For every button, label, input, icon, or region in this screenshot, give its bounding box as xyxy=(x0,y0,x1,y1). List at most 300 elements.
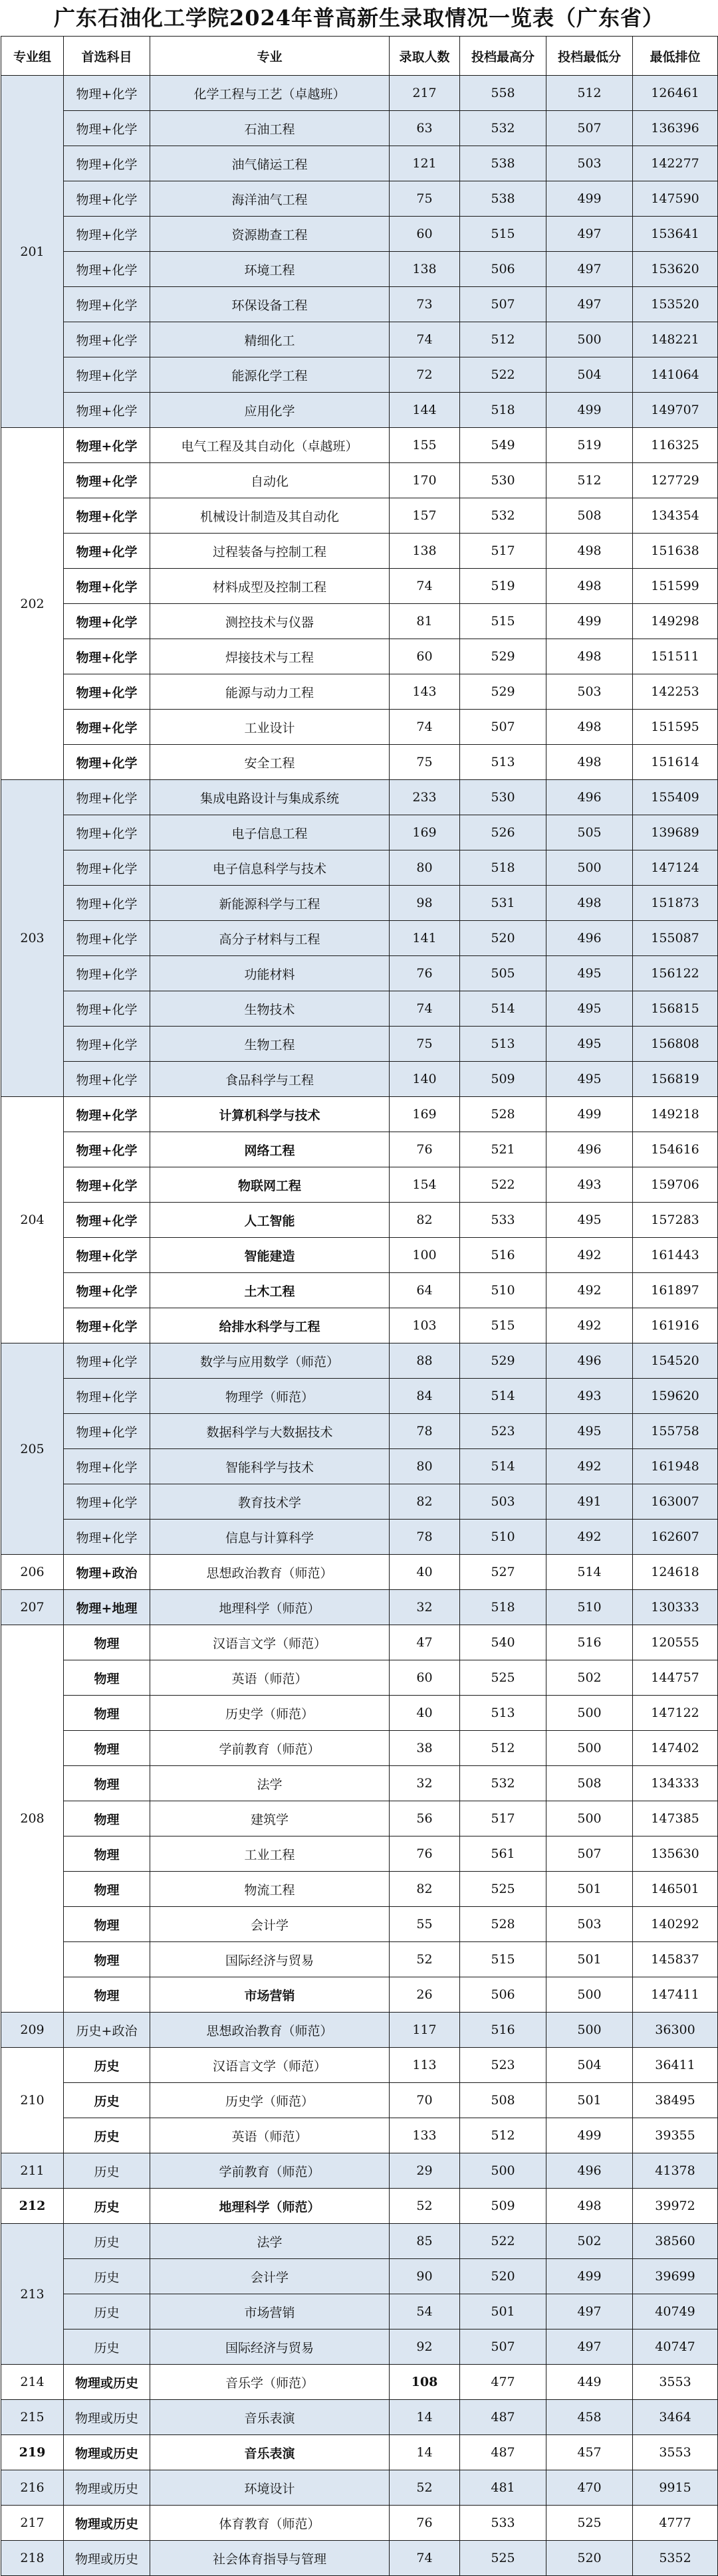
subject-cell: 物理+化学 xyxy=(64,357,150,393)
table-row xyxy=(1,850,718,886)
subject-cell: 物理+化学 xyxy=(64,287,150,322)
major-cell: 工业工程 xyxy=(150,1836,390,1872)
min-rank-cell: 156815 xyxy=(633,991,718,1027)
subject-cell: 历史 xyxy=(64,2294,150,2329)
min-score-cell: 470 xyxy=(546,2470,633,2506)
count-cell: 78 xyxy=(390,1520,460,1555)
count-cell: 80 xyxy=(390,850,460,886)
min-rank-cell: 157283 xyxy=(633,1203,718,1238)
group-code-cell: 202 xyxy=(1,428,64,780)
max-score-cell: 529 xyxy=(460,674,546,710)
min-rank-cell: 36411 xyxy=(633,2048,718,2083)
subject-cell: 历史 xyxy=(64,2118,150,2153)
min-rank-cell: 40747 xyxy=(633,2329,718,2365)
count-cell: 55 xyxy=(390,1907,460,1942)
count-cell: 64 xyxy=(390,1273,460,1308)
max-score-cell: 521 xyxy=(460,1132,546,1167)
min-rank-cell: 142277 xyxy=(633,146,718,181)
major-cell: 学前教育（师范） xyxy=(150,1731,390,1766)
table-row xyxy=(1,1203,718,1238)
min-score-cell: 497 xyxy=(546,217,633,252)
subject-cell: 物理+化学 xyxy=(64,850,150,886)
subject-cell: 物理+化学 xyxy=(64,780,150,815)
subject-cell: 历史 xyxy=(64,2224,150,2259)
subject-cell: 物理+化学 xyxy=(64,1379,150,1414)
major-cell: 化学工程与工艺（卓越班） xyxy=(150,76,390,111)
max-score-cell: 523 xyxy=(460,1414,546,1449)
major-cell: 环境工程 xyxy=(150,252,390,287)
max-score-cell: 515 xyxy=(460,1308,546,1343)
min-rank-cell: 154520 xyxy=(633,1343,718,1379)
min-score-cell: 497 xyxy=(546,287,633,322)
min-rank-cell: 159620 xyxy=(633,1379,718,1414)
max-score-cell: 529 xyxy=(460,1343,546,1379)
max-score-cell: 503 xyxy=(460,1484,546,1520)
count-cell: 80 xyxy=(390,1449,460,1484)
min-rank-cell: 134354 xyxy=(633,498,718,534)
table-row xyxy=(1,1238,718,1273)
max-score-cell: 533 xyxy=(460,1203,546,1238)
major-cell: 智能建造 xyxy=(150,1238,390,1273)
table-row xyxy=(1,181,718,217)
min-score-cell: 496 xyxy=(546,1132,633,1167)
major-cell: 油气储运工程 xyxy=(150,146,390,181)
max-score-cell: 506 xyxy=(460,252,546,287)
subject-cell: 物理+化学 xyxy=(64,991,150,1027)
min-rank-cell: 161916 xyxy=(633,1308,718,1343)
major-cell: 汉语言文学（师范） xyxy=(150,1625,390,1660)
max-score-cell: 516 xyxy=(460,1238,546,1273)
count-cell: 157 xyxy=(390,498,460,534)
group-code-cell: 210 xyxy=(1,2048,64,2153)
subject-cell: 物理或历史 xyxy=(64,2400,150,2435)
min-rank-cell: 3553 xyxy=(633,2365,718,2400)
subject-cell: 物理 xyxy=(64,1660,150,1696)
page-title: 广东石油化工学院2024年普高新生录取情况一览表（广东省） xyxy=(53,5,665,31)
count-cell: 141 xyxy=(390,921,460,956)
max-score-cell: 525 xyxy=(460,1660,546,1696)
table-row xyxy=(1,1836,718,1872)
header-max-score: 投档最高分 xyxy=(460,37,546,76)
subject-cell: 物理+化学 xyxy=(64,498,150,534)
major-cell: 音乐表演 xyxy=(150,2435,390,2470)
min-rank-cell: 146501 xyxy=(633,1872,718,1907)
min-rank-cell: 156808 xyxy=(633,1027,718,1062)
subject-cell: 历史 xyxy=(64,2259,150,2294)
min-score-cell: 499 xyxy=(546,604,633,639)
group-code-cell: 207 xyxy=(1,1590,64,1625)
major-cell: 机械设计制造及其自动化 xyxy=(150,498,390,534)
count-cell: 217 xyxy=(390,76,460,111)
count-cell: 14 xyxy=(390,2400,460,2435)
major-cell: 物流工程 xyxy=(150,1872,390,1907)
min-rank-cell: 147411 xyxy=(633,1977,718,2013)
subject-cell: 物理+化学 xyxy=(64,322,150,357)
subject-cell: 物理+化学 xyxy=(64,745,150,780)
major-cell: 学前教育（师范） xyxy=(150,2153,390,2189)
max-score-cell: 527 xyxy=(460,1555,546,1590)
major-cell: 国际经济与贸易 xyxy=(150,2329,390,2365)
min-score-cell: 525 xyxy=(546,2506,633,2541)
min-score-cell: 495 xyxy=(546,956,633,991)
max-score-cell: 514 xyxy=(460,1379,546,1414)
major-cell: 网络工程 xyxy=(150,1132,390,1167)
count-cell: 154 xyxy=(390,1167,460,1203)
min-score-cell: 458 xyxy=(546,2400,633,2435)
count-cell: 85 xyxy=(390,2224,460,2259)
table-row xyxy=(1,639,718,674)
major-cell: 土木工程 xyxy=(150,1273,390,1308)
count-cell: 90 xyxy=(390,2259,460,2294)
major-cell: 能源与动力工程 xyxy=(150,674,390,710)
min-rank-cell: 149707 xyxy=(633,393,718,428)
max-score-cell: 513 xyxy=(460,745,546,780)
min-score-cell: 500 xyxy=(546,1801,633,1836)
min-score-cell: 500 xyxy=(546,850,633,886)
count-cell: 117 xyxy=(390,2013,460,2048)
max-score-cell: 518 xyxy=(460,1590,546,1625)
subject-cell: 物理+地理 xyxy=(64,1590,150,1625)
min-rank-cell: 151595 xyxy=(633,710,718,745)
admission-table xyxy=(1,36,718,2576)
subject-cell: 物理或历史 xyxy=(64,2470,150,2506)
count-cell: 38 xyxy=(390,1731,460,1766)
subject-cell: 物理+化学 xyxy=(64,1167,150,1203)
subject-cell: 物理 xyxy=(64,1731,150,1766)
table-row xyxy=(1,2329,718,2365)
max-score-cell: 517 xyxy=(460,1801,546,1836)
major-cell: 物理学（师范） xyxy=(150,1379,390,1414)
subject-cell: 物理+化学 xyxy=(64,1449,150,1484)
max-score-cell: 530 xyxy=(460,780,546,815)
major-cell: 电子信息工程 xyxy=(150,815,390,850)
table-row xyxy=(1,2189,718,2224)
table-row xyxy=(1,1484,718,1520)
min-score-cell: 501 xyxy=(546,1872,633,1907)
subject-cell: 物理 xyxy=(64,1907,150,1942)
count-cell: 138 xyxy=(390,534,460,569)
group-code-cell: 211 xyxy=(1,2153,64,2189)
major-cell: 过程装备与控制工程 xyxy=(150,534,390,569)
min-score-cell: 498 xyxy=(546,2189,633,2224)
table-row xyxy=(1,745,718,780)
count-cell: 52 xyxy=(390,2189,460,2224)
subject-cell: 物理+化学 xyxy=(64,428,150,463)
subject-cell: 物理或历史 xyxy=(64,2365,150,2400)
max-score-cell: 487 xyxy=(460,2400,546,2435)
table-row xyxy=(1,2153,718,2189)
major-cell: 新能源科学与工程 xyxy=(150,886,390,921)
min-score-cell: 500 xyxy=(546,1731,633,1766)
max-score-cell: 505 xyxy=(460,956,546,991)
count-cell: 74 xyxy=(390,710,460,745)
subject-cell: 物理 xyxy=(64,1766,150,1801)
table-row xyxy=(1,1414,718,1449)
max-score-cell: 549 xyxy=(460,428,546,463)
min-score-cell: 498 xyxy=(546,639,633,674)
major-cell: 生物技术 xyxy=(150,991,390,1027)
min-rank-cell: 147385 xyxy=(633,1801,718,1836)
subject-cell: 物理+化学 xyxy=(64,111,150,146)
count-cell: 78 xyxy=(390,1414,460,1449)
min-score-cell: 501 xyxy=(546,2083,633,2118)
max-score-cell: 538 xyxy=(460,181,546,217)
min-score-cell: 495 xyxy=(546,1062,633,1097)
count-cell: 121 xyxy=(390,146,460,181)
min-score-cell: 499 xyxy=(546,2259,633,2294)
min-score-cell: 498 xyxy=(546,886,633,921)
count-cell: 100 xyxy=(390,1238,460,1273)
max-score-cell: 507 xyxy=(460,710,546,745)
count-cell: 84 xyxy=(390,1379,460,1414)
count-cell: 52 xyxy=(390,2470,460,2506)
major-cell: 数据科学与大数据技术 xyxy=(150,1414,390,1449)
min-rank-cell: 155087 xyxy=(633,921,718,956)
major-cell: 音乐学（师范） xyxy=(150,2365,390,2400)
max-score-cell: 532 xyxy=(460,1766,546,1801)
min-rank-cell: 38560 xyxy=(633,2224,718,2259)
max-score-cell: 522 xyxy=(460,1167,546,1203)
min-rank-cell: 156819 xyxy=(633,1062,718,1097)
table-row xyxy=(1,780,718,815)
table-row xyxy=(1,2294,718,2329)
count-cell: 169 xyxy=(390,1097,460,1132)
group-code-cell: 215 xyxy=(1,2400,64,2435)
min-rank-cell: 147124 xyxy=(633,850,718,886)
count-cell: 60 xyxy=(390,639,460,674)
major-cell: 市场营销 xyxy=(150,2294,390,2329)
major-cell: 资源勘查工程 xyxy=(150,217,390,252)
min-rank-cell: 151638 xyxy=(633,534,718,569)
header-row xyxy=(1,37,718,76)
subject-cell: 物理+化学 xyxy=(64,252,150,287)
count-cell: 70 xyxy=(390,2083,460,2118)
major-cell: 生物工程 xyxy=(150,1027,390,1062)
table-row xyxy=(1,2365,718,2400)
major-cell: 智能科学与技术 xyxy=(150,1449,390,1484)
min-rank-cell: 40749 xyxy=(633,2294,718,2329)
count-cell: 60 xyxy=(390,1660,460,1696)
min-score-cell: 503 xyxy=(546,1907,633,1942)
min-score-cell: 497 xyxy=(546,2329,633,2365)
min-score-cell: 492 xyxy=(546,1308,633,1343)
min-score-cell: 499 xyxy=(546,1097,633,1132)
major-cell: 能源化学工程 xyxy=(150,357,390,393)
max-score-cell: 540 xyxy=(460,1625,546,1660)
subject-cell: 物理+政治 xyxy=(64,1555,150,1590)
table-row xyxy=(1,2118,718,2153)
count-cell: 75 xyxy=(390,1027,460,1062)
table-row xyxy=(1,1308,718,1343)
min-score-cell: 507 xyxy=(546,1836,633,1872)
min-score-cell: 496 xyxy=(546,921,633,956)
count-cell: 73 xyxy=(390,287,460,322)
group-code-cell: 214 xyxy=(1,2365,64,2400)
major-cell: 计算机科学与技术 xyxy=(150,1097,390,1132)
count-cell: 60 xyxy=(390,217,460,252)
count-cell: 155 xyxy=(390,428,460,463)
min-score-cell: 492 xyxy=(546,1273,633,1308)
major-cell: 法学 xyxy=(150,1766,390,1801)
min-score-cell: 502 xyxy=(546,2224,633,2259)
count-cell: 32 xyxy=(390,1590,460,1625)
major-cell: 思想政治教育（师范） xyxy=(150,1555,390,1590)
count-cell: 26 xyxy=(390,1977,460,2013)
min-rank-cell: 141064 xyxy=(633,357,718,393)
count-cell: 140 xyxy=(390,1062,460,1097)
max-score-cell: 531 xyxy=(460,886,546,921)
header-group: 专业组 xyxy=(1,37,64,76)
count-cell: 98 xyxy=(390,886,460,921)
min-rank-cell: 136396 xyxy=(633,111,718,146)
subject-cell: 物理+化学 xyxy=(64,1238,150,1273)
table-row xyxy=(1,2224,718,2259)
table-row xyxy=(1,2013,718,2048)
count-cell: 56 xyxy=(390,1801,460,1836)
subject-cell: 物理+化学 xyxy=(64,674,150,710)
min-rank-cell: 39355 xyxy=(633,2118,718,2153)
max-score-cell: 538 xyxy=(460,146,546,181)
table-row xyxy=(1,2083,718,2118)
min-score-cell: 512 xyxy=(546,76,633,111)
count-cell: 74 xyxy=(390,322,460,357)
min-rank-cell: 134333 xyxy=(633,1766,718,1801)
major-cell: 自动化 xyxy=(150,463,390,498)
table-row xyxy=(1,569,718,604)
subject-cell: 物理+化学 xyxy=(64,569,150,604)
subject-cell: 物理或历史 xyxy=(64,2541,150,2576)
min-score-cell: 498 xyxy=(546,534,633,569)
count-cell: 144 xyxy=(390,393,460,428)
count-cell: 233 xyxy=(390,780,460,815)
min-score-cell: 496 xyxy=(546,2153,633,2189)
max-score-cell: 520 xyxy=(460,921,546,956)
group-code-cell: 201 xyxy=(1,76,64,428)
max-score-cell: 515 xyxy=(460,1942,546,1977)
major-cell: 应用化学 xyxy=(150,393,390,428)
table-row xyxy=(1,1379,718,1414)
subject-cell: 历史 xyxy=(64,2189,150,2224)
max-score-cell: 508 xyxy=(460,2083,546,2118)
group-code-cell: 204 xyxy=(1,1097,64,1343)
subject-cell: 历史 xyxy=(64,2153,150,2189)
header-major: 专业 xyxy=(150,37,390,76)
min-score-cell: 498 xyxy=(546,569,633,604)
table-row xyxy=(1,76,718,111)
max-score-cell: 512 xyxy=(460,1731,546,1766)
max-score-cell: 516 xyxy=(460,2013,546,2048)
count-cell: 74 xyxy=(390,2541,460,2576)
subject-cell: 物理或历史 xyxy=(64,2506,150,2541)
major-cell: 英语（师范） xyxy=(150,2118,390,2153)
table-row xyxy=(1,1801,718,1836)
table-row xyxy=(1,1273,718,1308)
min-rank-cell: 145837 xyxy=(633,1942,718,1977)
subject-cell: 历史+政治 xyxy=(64,2013,150,2048)
major-cell: 会计学 xyxy=(150,2259,390,2294)
max-score-cell: 517 xyxy=(460,534,546,569)
min-rank-cell: 41378 xyxy=(633,2153,718,2189)
major-cell: 会计学 xyxy=(150,1907,390,1942)
table-row xyxy=(1,1872,718,1907)
max-score-cell: 507 xyxy=(460,2329,546,2365)
min-score-cell: 504 xyxy=(546,2048,633,2083)
min-score-cell: 501 xyxy=(546,1942,633,1977)
major-cell: 石油工程 xyxy=(150,111,390,146)
table-row xyxy=(1,252,718,287)
min-score-cell: 495 xyxy=(546,991,633,1027)
min-score-cell: 496 xyxy=(546,1343,633,1379)
major-cell: 历史学（师范） xyxy=(150,2083,390,2118)
max-score-cell: 525 xyxy=(460,2541,546,2576)
min-rank-cell: 163007 xyxy=(633,1484,718,1520)
table-row xyxy=(1,1625,718,1660)
subject-cell: 物理+化学 xyxy=(64,1062,150,1097)
count-cell: 143 xyxy=(390,674,460,710)
table-row xyxy=(1,1449,718,1484)
count-cell: 108 xyxy=(390,2365,460,2400)
subject-cell: 物理或历史 xyxy=(64,2435,150,2470)
group-code-cell: 206 xyxy=(1,1555,64,1590)
major-cell: 国际经济与贸易 xyxy=(150,1942,390,1977)
count-cell: 170 xyxy=(390,463,460,498)
max-score-cell: 533 xyxy=(460,2506,546,2541)
table-row xyxy=(1,322,718,357)
min-rank-cell: 156122 xyxy=(633,956,718,991)
table-row xyxy=(1,1907,718,1942)
subject-cell: 物理+化学 xyxy=(64,1414,150,1449)
min-rank-cell: 142253 xyxy=(633,674,718,710)
max-score-cell: 520 xyxy=(460,2259,546,2294)
subject-cell: 物理+化学 xyxy=(64,1132,150,1167)
major-cell: 汉语言文学（师范） xyxy=(150,2048,390,2083)
min-score-cell: 497 xyxy=(546,252,633,287)
major-cell: 历史学（师范） xyxy=(150,1696,390,1731)
min-score-cell: 493 xyxy=(546,1167,633,1203)
subject-cell: 物理+化学 xyxy=(64,639,150,674)
table-row xyxy=(1,604,718,639)
max-score-cell: 512 xyxy=(460,2118,546,2153)
subject-cell: 物理+化学 xyxy=(64,1343,150,1379)
min-score-cell: 508 xyxy=(546,1766,633,1801)
count-cell: 14 xyxy=(390,2435,460,2470)
min-score-cell: 495 xyxy=(546,1203,633,1238)
subject-cell: 物理+化学 xyxy=(64,1308,150,1343)
min-rank-cell: 154616 xyxy=(633,1132,718,1167)
major-cell: 建筑学 xyxy=(150,1801,390,1836)
table-row xyxy=(1,1062,718,1097)
major-cell: 地理科学（师范） xyxy=(150,2189,390,2224)
min-score-cell: 505 xyxy=(546,815,633,850)
major-cell: 焊接技术与工程 xyxy=(150,639,390,674)
min-score-cell: 498 xyxy=(546,710,633,745)
min-score-cell: 495 xyxy=(546,1414,633,1449)
count-cell: 76 xyxy=(390,1132,460,1167)
table-row xyxy=(1,2541,718,2576)
major-cell: 教育技术学 xyxy=(150,1484,390,1520)
count-cell: 40 xyxy=(390,1696,460,1731)
subject-cell: 物理+化学 xyxy=(64,710,150,745)
max-score-cell: 558 xyxy=(460,76,546,111)
min-score-cell: 508 xyxy=(546,498,633,534)
max-score-cell: 506 xyxy=(460,1977,546,2013)
max-score-cell: 514 xyxy=(460,991,546,1027)
max-score-cell: 532 xyxy=(460,111,546,146)
major-cell: 测控技术与仪器 xyxy=(150,604,390,639)
table-row xyxy=(1,815,718,850)
min-score-cell: 503 xyxy=(546,674,633,710)
min-score-cell: 504 xyxy=(546,357,633,393)
